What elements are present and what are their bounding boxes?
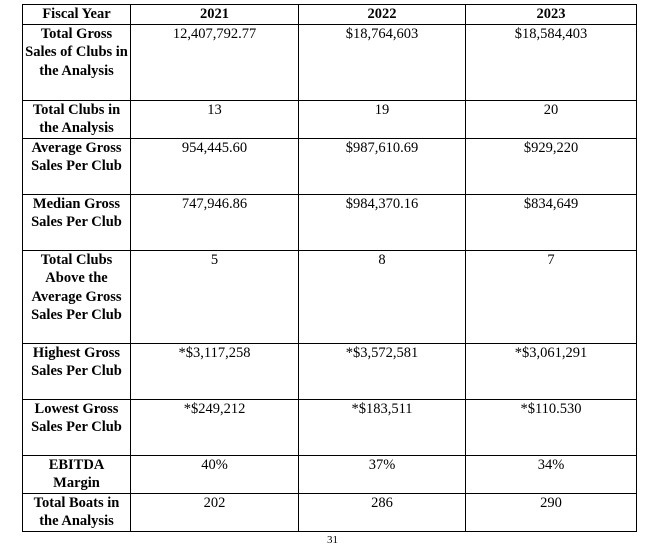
- table-header-row: [23, 5, 637, 25]
- table-row: [23, 343, 637, 399]
- table-row: [23, 194, 637, 250]
- cell-value: 290: [466, 493, 637, 531]
- table-row: [23, 250, 637, 343]
- row-label-average-gross-sales: Average Gross Sales Per Club: [23, 138, 131, 194]
- cell-value: $984,370.16: [299, 194, 466, 250]
- cell-value: 37%: [299, 455, 466, 493]
- table-row: [23, 24, 637, 100]
- cell-value: $18,764,603: [299, 24, 466, 100]
- cell-value: $834,649: [466, 194, 637, 250]
- cell-value: 286: [299, 493, 466, 531]
- cell-value: *$3,117,258: [131, 343, 299, 399]
- table-row: [23, 100, 637, 138]
- cell-value: *$249,212: [131, 399, 299, 455]
- cell-value: 20: [466, 100, 637, 138]
- row-label-lowest-gross-sales: Lowest Gross Sales Per Club: [23, 399, 131, 455]
- cell-value: *$183,511: [299, 399, 466, 455]
- table-row: [23, 455, 637, 493]
- cell-value: $18,584,403: [466, 24, 637, 100]
- row-label-clubs-above-average: Total Clubs Above the Average Gross Sales Per Club: [23, 250, 131, 343]
- cell-value: 202: [131, 493, 299, 531]
- cell-value: 13: [131, 100, 299, 138]
- header-fiscal-year: Fiscal Year: [23, 5, 131, 25]
- cell-value: 5: [131, 250, 299, 343]
- cell-value: 34%: [466, 455, 637, 493]
- header-year-2023: 2023: [466, 5, 637, 25]
- cell-value: 8: [299, 250, 466, 343]
- row-label-ebitda-margin: EBITDA Margin: [23, 455, 131, 493]
- cell-value: *$3,061,291: [466, 343, 637, 399]
- cell-value: $929,220: [466, 138, 637, 194]
- row-label-total-gross-sales: Total Gross Sales of Clubs in the Analysis: [23, 24, 131, 100]
- cell-value: *$110.530: [466, 399, 637, 455]
- cell-value: 12,407,792.77: [131, 24, 299, 100]
- header-year-2022: 2022: [299, 5, 466, 25]
- row-label-total-boats: Total Boats in the Analysis: [23, 493, 131, 531]
- cell-value: $987,610.69: [299, 138, 466, 194]
- table-row: [23, 138, 637, 194]
- row-label-highest-gross-sales: Highest Gross Sales Per Club: [23, 343, 131, 399]
- row-label-median-gross-sales: Median Gross Sales Per Club: [23, 194, 131, 250]
- page-number: 31: [327, 534, 338, 546]
- cell-value: 7: [466, 250, 637, 343]
- header-year-2021: 2021: [131, 5, 299, 25]
- cell-value: 747,946.86: [131, 194, 299, 250]
- cell-value: *$3,572,581: [299, 343, 466, 399]
- table-row: [23, 399, 637, 455]
- cell-value: 954,445.60: [131, 138, 299, 194]
- cell-value: 40%: [131, 455, 299, 493]
- fiscal-year-table: [22, 4, 637, 532]
- table-row: [23, 493, 637, 531]
- cell-value: 19: [299, 100, 466, 138]
- row-label-total-clubs: Total Clubs in the Analysis: [23, 100, 131, 138]
